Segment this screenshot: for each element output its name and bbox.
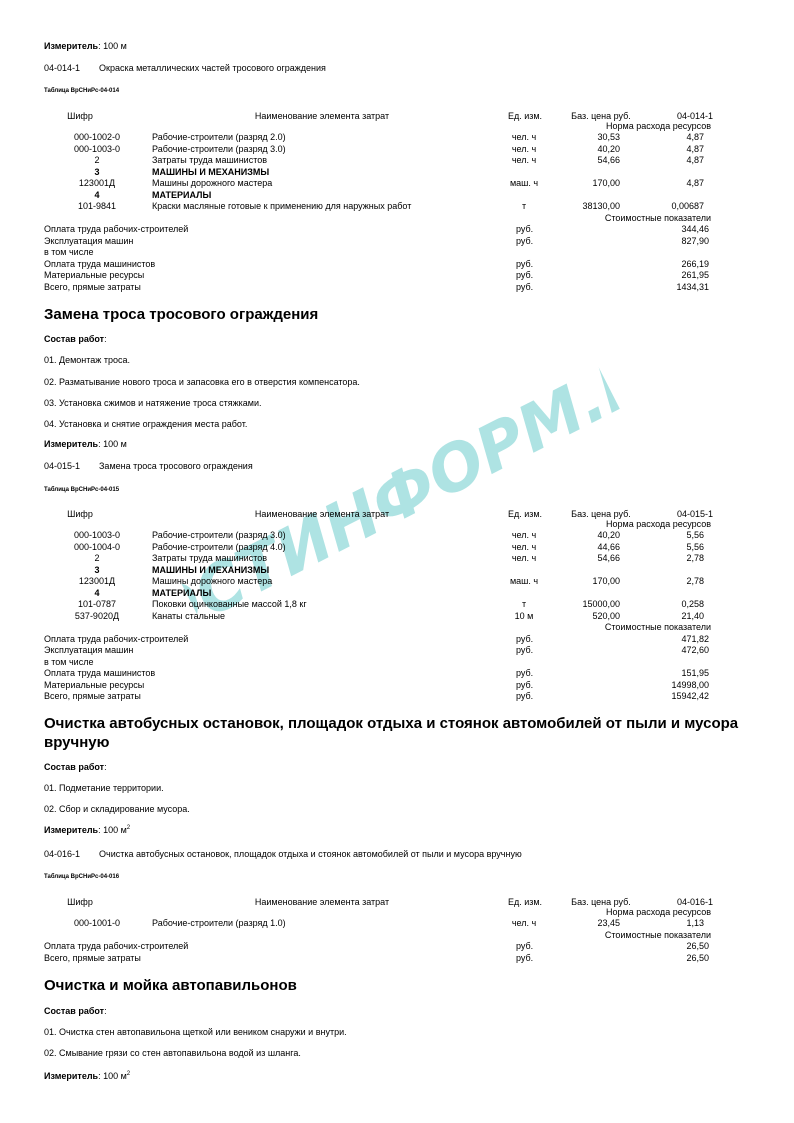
row-price: 15000,00 [582, 599, 620, 609]
row-code: 123001Д [78, 178, 116, 188]
work-item: 02. Сбор и складирование мусора. [44, 804, 190, 814]
row-unit: маш. ч [509, 576, 539, 586]
row-norm: 4,87 [686, 143, 704, 154]
row-price: 44,66 [597, 541, 620, 552]
cost-value: 14998,00 [671, 679, 709, 690]
cost-value: 344,46 [681, 224, 709, 234]
cost-value: 471,82 [681, 633, 709, 644]
col-header-unit: Ед. изм. [507, 111, 543, 121]
section-heading-3-line1: Очистка автобусных остановок, площадок отдыха и стоянок автомобилей от пыли и мусора [44, 715, 739, 732]
row-unit: чел. ч [511, 132, 537, 142]
item-title-1: Окраска металлических частей тросового ограждения [99, 63, 326, 73]
row-unit: чел. ч [511, 918, 537, 928]
row-name: Машины дорожного мастера [152, 576, 273, 586]
col-header-unit: Ед. изм. [507, 897, 543, 907]
meter-label: Измеритель [44, 41, 99, 51]
row-code: 000-1003-0 [73, 143, 121, 154]
cost-unit: руб. [516, 224, 534, 234]
watermark-text: ГОСТИНФОРМ.РУ [165, 339, 635, 651]
cost-label: Оплата труда рабочих-строителей [44, 224, 189, 234]
section-heading-4: Очистка и мойка автопавильонов [44, 977, 297, 994]
work-item: 02. Разматывание нового троса и запасовка его в отверстия компенсатора. [44, 377, 360, 387]
row-unit: чел. ч [511, 530, 537, 540]
meter-value: : 100 м [98, 825, 127, 835]
cost-label: Всего, прямые затраты [44, 952, 141, 963]
col-header-code: Шифр [67, 897, 93, 907]
row-code: 2 [94, 553, 100, 563]
cost-unit: руб. [516, 691, 534, 701]
row-price: 54,66 [597, 155, 620, 165]
row-price: 40,20 [597, 143, 620, 154]
meter-label: Измеритель [44, 1071, 99, 1081]
row-norm: 1,13 [686, 918, 704, 928]
cost-caption: Стоимостные показатели [604, 929, 711, 940]
col-header-price: Баз. цена руб. [571, 509, 631, 519]
table-caption-2: Таблица ВрСНиРс-04-015 [44, 487, 120, 493]
row-name: Рабочие-строители (разряд 4.0) [152, 541, 286, 552]
row-price: 23,45 [597, 918, 620, 928]
col-header-norm-sub: Норма расхода ресурсов [606, 519, 711, 529]
meter-label: Измеритель [44, 825, 99, 835]
row-code: 537-9020Д [74, 610, 120, 621]
meter-4 [44, 1071, 130, 1082]
col-header-norm-sub: Норма расхода ресурсов [606, 121, 711, 131]
table-caption-3: Таблица ВрСНиРс-04-016 [44, 874, 120, 880]
row-code: 101-0787 [77, 599, 117, 609]
row-norm: 4,87 [686, 178, 704, 188]
cost-label: Материальные ресурсы [44, 679, 145, 690]
row-unit: т [521, 599, 527, 609]
col-header-norm: 04-015-1 [676, 509, 713, 519]
item-code-2: 04-015-1 [44, 461, 81, 471]
cost-label: Оплата труда машинистов [44, 668, 156, 678]
work-item: 01. Подметание территории. [44, 783, 164, 793]
row-price: 30,53 [597, 132, 620, 142]
row-norm: 4,87 [686, 132, 704, 142]
item-title-3: Очистка автобусных остановок, площадок отдыха и стоянок автомобилей от пыли и мусора вручную [99, 849, 522, 859]
row-name: МАТЕРИАЛЫ [152, 189, 212, 200]
row-code: 000-1004-0 [73, 541, 121, 552]
row-name: Поковки оцинкованные массой 1,8 кг [152, 599, 307, 609]
cost-value: 1434,31 [676, 281, 709, 292]
meter-value: : 100 м [98, 41, 127, 51]
meter-3 [44, 825, 130, 836]
row-price: 170,00 [592, 178, 620, 188]
col-header-norm-sub: Норма расхода ресурсов [606, 907, 711, 917]
row-price: 520,00 [592, 610, 620, 621]
col-header-name: Наименование элемента затрат [254, 897, 390, 907]
row-norm: 5,56 [686, 541, 704, 552]
cost-value: 15942,42 [671, 691, 709, 701]
item-code-1: 04-014-1 [44, 63, 81, 73]
row-norm: 0,00687 [671, 201, 704, 211]
cost-unit: руб. [516, 281, 534, 292]
row-unit: чел. ч [511, 155, 537, 165]
item-code-3: 04-016-1 [44, 849, 81, 859]
cost-caption: Стоимостные показатели [604, 212, 711, 223]
row-name: Рабочие-строители (разряд 3.0) [152, 143, 286, 154]
cost-label: Оплата труда рабочих-строителей [44, 941, 189, 951]
row-name: Затраты труда машинистов [152, 553, 268, 563]
work-item: 04. Установка и снятие ограждения места работ. [44, 419, 248, 429]
cost-label: Материальные ресурсы [44, 270, 145, 280]
row-unit: маш. ч [509, 178, 539, 188]
cost-unit: руб. [516, 235, 534, 246]
row-unit: т [521, 201, 527, 211]
meter-superscript: 2 [126, 825, 131, 831]
row-norm: 0,258 [681, 599, 704, 609]
cost-value: 26,50 [686, 952, 709, 963]
row-code: 000-1001-0 [73, 918, 121, 928]
row-name: МАТЕРИАЛЫ [152, 587, 212, 598]
row-code: 4 [94, 189, 100, 200]
section-heading-2: Замена троса тросового ограждения [44, 306, 319, 323]
row-name: Рабочие-строители (разряд 1.0) [152, 918, 286, 928]
cost-label: в том числе [44, 247, 94, 257]
row-norm: 2,78 [686, 553, 704, 563]
cost-value: 26,50 [686, 941, 709, 951]
row-name: Рабочие-строители (разряд 3.0) [152, 530, 286, 540]
row-norm: 4,87 [686, 155, 704, 165]
cost-unit: руб. [516, 645, 534, 655]
work-item: 02. Смывание грязи со стен автопавильона водой из шланга. [44, 1048, 301, 1058]
cost-label: в том числе [44, 656, 94, 667]
cost-unit: руб. [516, 668, 534, 678]
section-heading-3-line2: вручную [44, 734, 110, 751]
row-norm: 21,40 [681, 610, 704, 621]
col-header-code: Шифр [67, 509, 93, 519]
cost-label: Всего, прямые затраты [44, 691, 141, 701]
meter-value: : 100 м [98, 439, 127, 449]
cost-label: Всего, прямые затраты [44, 281, 141, 292]
row-price: 54,66 [597, 553, 620, 563]
col-header-name: Наименование элемента затрат [254, 509, 390, 519]
cost-caption: Стоимостные показатели [604, 622, 711, 632]
row-name: Канаты стальные [152, 610, 226, 621]
cost-label: Эксплуатация машин [44, 645, 134, 655]
cost-value: 472,60 [681, 645, 709, 655]
works-label: Состав работ: [44, 762, 107, 772]
col-header-price: Баз. цена руб. [571, 897, 631, 907]
row-name: МАШИНЫ И МЕХАНИЗМЫ [152, 564, 270, 575]
cost-value: 827,90 [681, 235, 709, 246]
row-unit: чел. ч [511, 553, 537, 563]
row-unit: 10 м [514, 610, 534, 621]
col-header-name: Наименование элемента затрат [254, 111, 390, 121]
row-name: Затраты труда машинистов [152, 155, 268, 165]
row-name: Рабочие-строители (разряд 2.0) [152, 132, 286, 142]
table-caption-1: Таблица ВрСНиРс-04-014 [44, 88, 120, 94]
meter-value: : 100 м [98, 1071, 127, 1081]
meter-1 [44, 41, 127, 52]
row-unit: чел. ч [511, 143, 537, 154]
cost-unit: руб. [516, 941, 534, 951]
row-norm: 5,56 [686, 530, 704, 540]
cost-label: Оплата труда рабочих-строителей [44, 633, 189, 644]
meter-label: Измеритель [44, 439, 99, 449]
cost-unit: руб. [516, 633, 534, 644]
row-code: 123001Д [78, 576, 116, 586]
cost-unit: руб. [516, 952, 534, 963]
meter-2 [44, 439, 127, 450]
cost-value: 266,19 [681, 258, 709, 269]
row-code: 4 [94, 587, 100, 598]
col-header-code: Шифр [67, 111, 93, 121]
row-code: 3 [94, 564, 100, 575]
work-item: 01. Очистка стен автопавильона щеткой или веником снаружи и внутри. [44, 1027, 347, 1037]
row-name: Машины дорожного мастера [152, 178, 273, 188]
work-item: 01. Демонтаж троса. [44, 355, 130, 365]
cost-value: 261,95 [681, 270, 709, 280]
item-title-2: Замена троса тросового ограждения [99, 461, 253, 471]
cost-unit: руб. [516, 679, 534, 690]
row-price: 38130,00 [582, 201, 620, 211]
works-label: Состав работ: [44, 334, 107, 344]
row-code: 000-1002-0 [73, 132, 121, 142]
row-code: 2 [94, 155, 100, 165]
row-price: 170,00 [592, 576, 620, 586]
row-code: 101-9841 [77, 201, 117, 211]
row-norm: 2,78 [686, 576, 704, 586]
col-header-unit: Ед. изм. [507, 509, 543, 519]
work-item: 03. Установка сжимов и натяжение троса стяжками. [44, 398, 262, 408]
row-unit: чел. ч [511, 541, 537, 552]
row-code: 3 [94, 166, 100, 177]
cost-label: Эксплуатация машин [44, 235, 134, 246]
cost-unit: руб. [516, 270, 534, 280]
row-name: Краски масляные готовые к применению для наружных работ [152, 201, 412, 211]
cost-label: Оплата труда машинистов [44, 258, 156, 269]
cost-value: 151,95 [681, 668, 709, 678]
cost-unit: руб. [516, 258, 534, 269]
col-header-norm: 04-016-1 [676, 897, 713, 907]
row-name: МАШИНЫ И МЕХАНИЗМЫ [152, 166, 270, 177]
row-code: 000-1003-0 [73, 530, 121, 540]
row-price: 40,20 [597, 530, 620, 540]
works-label: Состав работ: [44, 1006, 107, 1016]
col-header-norm: 04-014-1 [676, 111, 713, 121]
meter-superscript: 2 [126, 1071, 131, 1077]
col-header-price: Баз. цена руб. [571, 111, 631, 121]
